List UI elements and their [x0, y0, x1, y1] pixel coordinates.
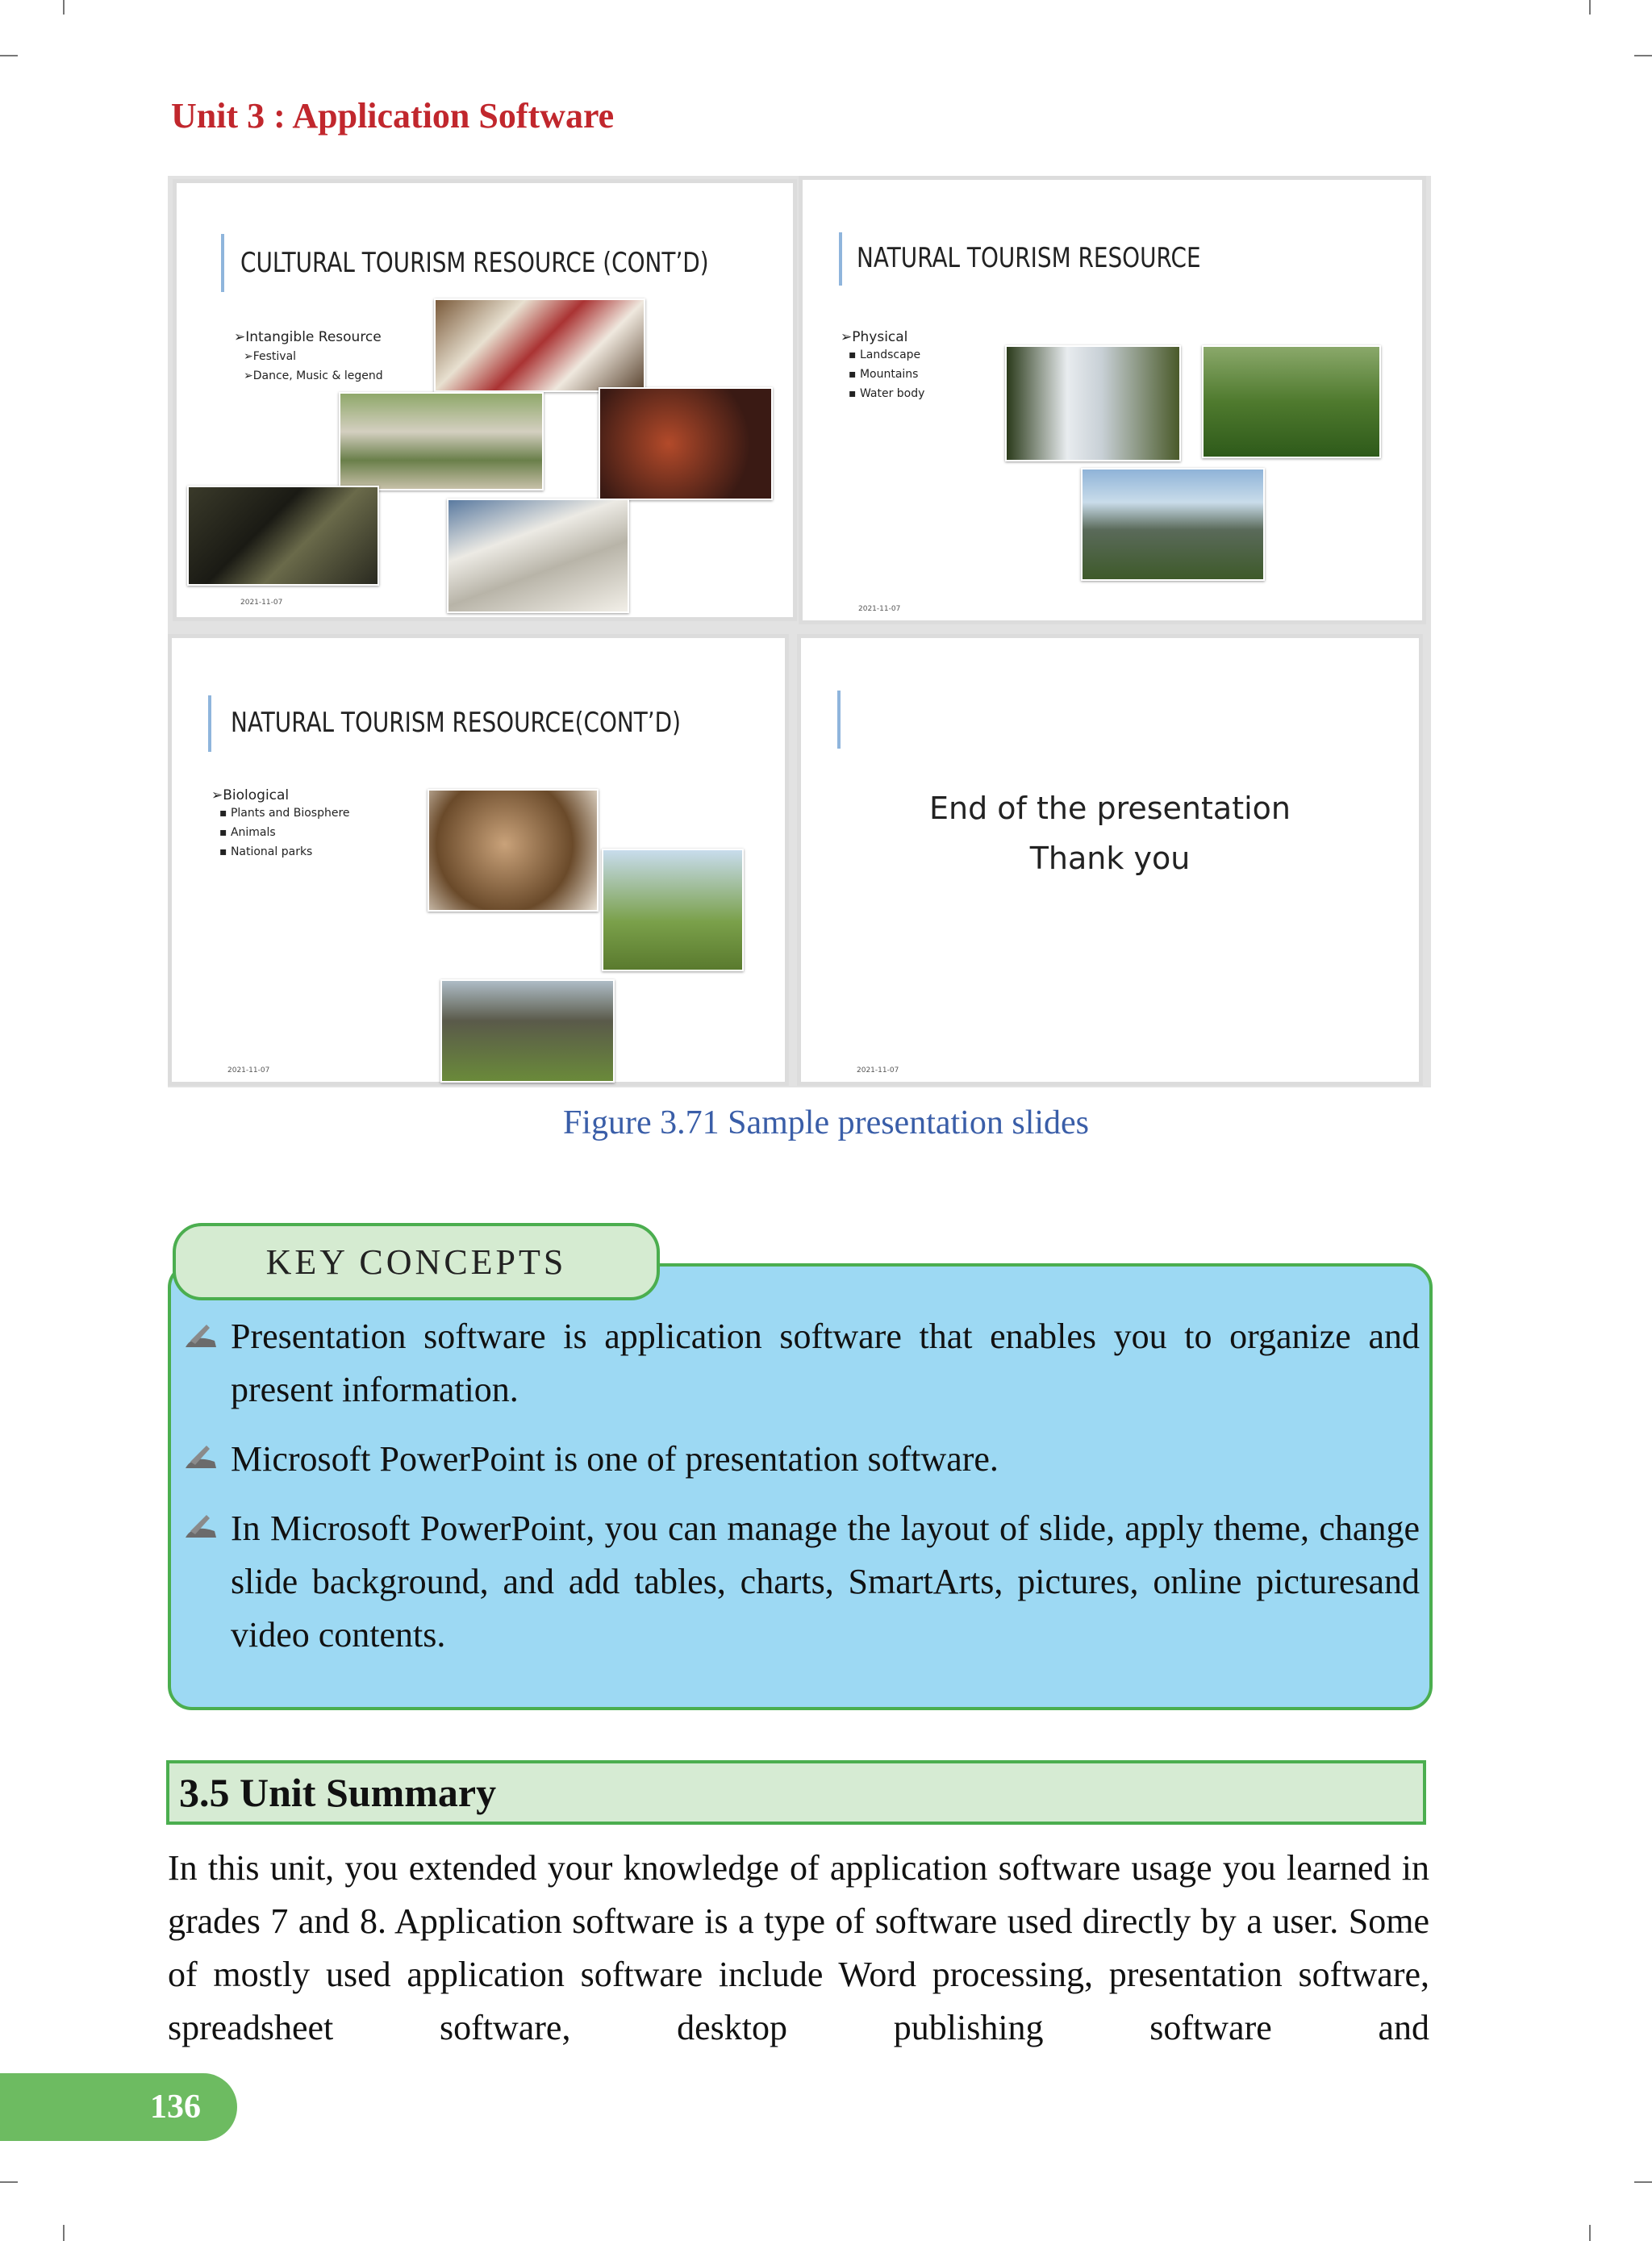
page-number: 136	[0, 2073, 237, 2141]
unit-title: Unit 3 : Application Software	[171, 96, 615, 136]
slide-accent-bar	[839, 232, 842, 286]
slide-natural-tourism	[799, 176, 1426, 624]
festival-photo	[434, 298, 645, 392]
crop-mark	[1589, 0, 1591, 15]
end-text: End of the presentation	[929, 791, 1291, 826]
slide-date: 2021-11-07	[858, 605, 901, 613]
crop-mark	[0, 55, 18, 56]
unit-summary-text: In this unit, you extended your knowledge of application software usage you learned in grades 7 and 8. Application software is a type of software used directly by a user. Some of mostly used application software include Word processing, presentation software, spreadsheet software, desktop publishing software and	[168, 1848, 1429, 2047]
figure-caption: Figure 3.71 Sample presentation slides	[562, 1104, 1090, 1141]
slide-cultural-tourism	[173, 179, 797, 621]
slide-bullet: ➢Intangible Resource	[234, 329, 382, 345]
waterfall-photo	[1005, 345, 1181, 461]
pen-icon	[182, 1513, 219, 1541]
giraffe-photo	[602, 849, 744, 971]
slide-bullet: ➢Physical	[841, 329, 908, 345]
slide-accent-bar	[837, 691, 841, 749]
slide-bullet: ➢Dance, Music & legend	[244, 369, 383, 382]
key-concept-item: Presentation software is application software that enables you to organize and present information.	[231, 1317, 1420, 1409]
slide-bullet: ▪ Landscape	[849, 348, 921, 361]
slide-date: 2021-11-07	[227, 1066, 270, 1075]
crop-mark	[1589, 2225, 1591, 2241]
slide-accent-bar	[208, 695, 211, 752]
pen-icon	[182, 1444, 219, 1471]
thank-you-text: Thank you	[1029, 841, 1191, 876]
slide-natural-tourism-contd	[168, 634, 789, 1086]
elephants-photo	[440, 979, 615, 1083]
slide-accent-bar	[221, 234, 224, 292]
slide-end	[797, 634, 1423, 1086]
unit-summary-heading: 3.5 Unit Summary	[166, 1760, 1426, 1825]
gelada-monkey-photo	[428, 789, 599, 912]
key-concept-item: In Microsoft PowerPoint, you can manage the layout of slide, apply theme, change slide background, and add tables, charts, SmartArts, pictures, online picturesand video contents.	[231, 1509, 1420, 1655]
slide-date: 2021-11-07	[240, 599, 283, 607]
celebration-crowd-photo	[339, 392, 544, 490]
crop-mark	[63, 0, 65, 15]
slide-bullet: ▪ National parks	[219, 845, 313, 858]
slide-bullet: ▪ Water body	[849, 387, 925, 400]
slide-title: CULTURAL TOURISM RESOURCE (CONT’D)	[240, 247, 709, 279]
slide-title: NATURAL TOURISM RESOURCE	[857, 242, 1201, 274]
pen-icon	[182, 1323, 219, 1350]
mountains-photo	[1081, 468, 1265, 581]
key-concept-item: Microsoft PowerPoint is one of presentation software.	[231, 1439, 999, 1479]
slide-bullet: ▪ Mountains	[849, 368, 919, 381]
slides-figure	[168, 176, 1431, 1087]
slide-title: NATURAL TOURISM RESOURCE(CONT’D)	[231, 707, 681, 739]
key-concepts-heading: KEY CONCEPTS	[173, 1223, 660, 1300]
slide-bullet: ➢Biological	[211, 787, 290, 803]
crop-mark	[0, 2181, 18, 2183]
shields-photo	[187, 486, 379, 586]
slide-bullet: ▪ Plants and Biosphere	[219, 807, 350, 820]
slide-date: 2021-11-07	[857, 1066, 899, 1075]
slide-bullet: ➢Festival	[244, 350, 297, 363]
crop-mark	[63, 2225, 65, 2241]
green-landscape-photo	[1202, 345, 1381, 458]
crop-mark	[1634, 2181, 1652, 2183]
crop-mark	[1634, 55, 1652, 56]
slide-bullet: ▪ Animals	[219, 826, 276, 839]
night-dance-photo	[599, 387, 773, 500]
white-robes-photo	[447, 499, 629, 613]
